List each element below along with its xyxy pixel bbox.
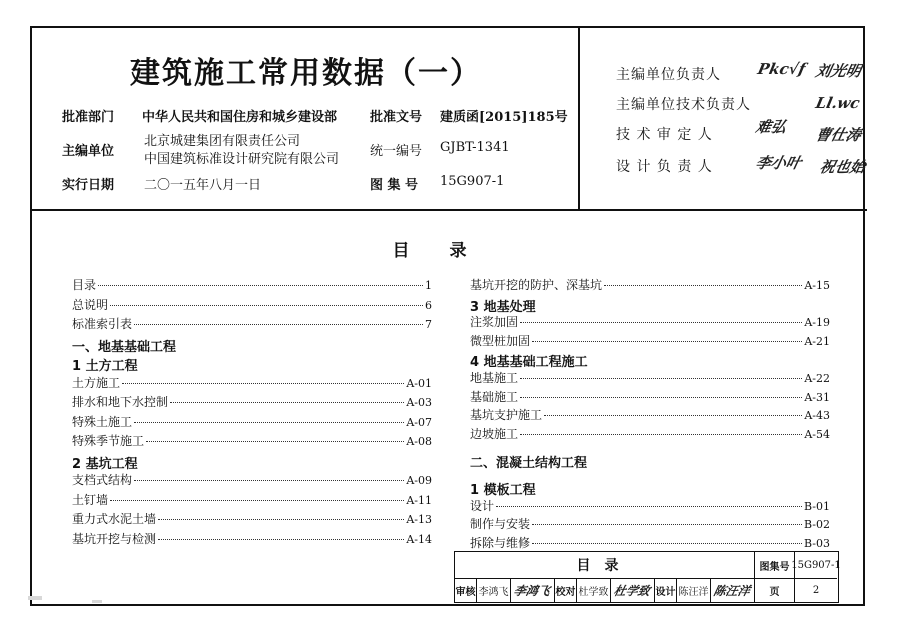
toc-leader-dots	[520, 322, 802, 323]
toc-entry-page: A-43	[804, 409, 830, 423]
designer-name: 陈汪洋	[677, 579, 711, 602]
signature-image: Ll.wc	[814, 94, 862, 112]
toc-entry-label: 基坑支护施工	[470, 408, 543, 423]
reviewer-name: 李鸿飞	[477, 579, 511, 602]
toc-section-heading: 二、混凝土结构工程	[470, 456, 588, 472]
toc-entry[interactable]	[72, 510, 432, 528]
toc-entry-label: 特殊季节施工	[72, 434, 145, 448]
toc-entry-page: B-01	[803, 499, 830, 513]
toc-entry-label: 基坑开挖的防护、深基坑	[470, 278, 603, 292]
toc-entry-page: A-09	[406, 474, 432, 487]
role-tech-lead: 主编单位技术负责人	[616, 97, 751, 113]
toc-entry-page: A-11	[406, 493, 432, 507]
toc-entry-label: 拆除与维修	[470, 535, 531, 550]
signature-image: Pkc√f	[756, 60, 808, 78]
toc-entry[interactable]	[72, 276, 432, 294]
toc-entry-label: 总说明	[72, 297, 109, 312]
page-label: 页	[755, 579, 795, 602]
toc-leader-dots	[122, 383, 404, 384]
role-tech-reviewer: 技 术 审 定 人	[616, 127, 713, 143]
toc-entry[interactable]	[72, 393, 432, 411]
toc-entry-page: B-03	[803, 536, 830, 550]
toc-entry[interactable]	[72, 413, 432, 431]
toc-leader-dots	[544, 415, 802, 416]
approve-dept-label: 批准部门	[62, 110, 115, 125]
effective-label: 实行日期	[62, 178, 115, 193]
page-number: 2	[812, 585, 820, 596]
toc-leader-dots	[134, 324, 423, 325]
toc-title: 目录	[392, 241, 507, 261]
review-label: 审核	[455, 579, 477, 602]
toc-entry-label: 土方施工	[72, 375, 121, 390]
toc-entry[interactable]	[470, 332, 830, 350]
toc-entry[interactable]	[72, 374, 432, 392]
toc-entry-page: A-15	[804, 279, 830, 292]
approve-dept: 中华人民共和国住房和城乡建设部	[142, 110, 338, 125]
atlas-no: 15G907-1	[440, 174, 505, 189]
toc-section-heading: 2 基坑工程	[72, 456, 138, 472]
toc-entry-label: 微型桩加固	[470, 333, 531, 348]
toc-entry[interactable]	[72, 432, 432, 450]
toc-entry-label: 排水和地下水控制	[72, 395, 169, 409]
responsible-persons-panel	[580, 28, 867, 211]
toc-entry-label: 边坡施工	[470, 426, 519, 441]
checker-name: 杜学致	[577, 579, 611, 602]
signature-image: 李小叶	[753, 154, 803, 172]
toc-entry[interactable]	[470, 515, 830, 533]
signature-image: 刘光明	[813, 62, 863, 80]
toc-entry-label: 目录	[72, 278, 97, 292]
editor-2: 中国建筑标准设计研究院有限公司	[144, 152, 340, 167]
toc-leader-dots	[496, 506, 802, 507]
toc-entry[interactable]	[470, 497, 830, 515]
toc-leader-dots	[532, 524, 802, 525]
signature-image: 杜学致	[611, 579, 655, 602]
toc-leader-dots	[170, 402, 404, 403]
toc-entry[interactable]	[470, 425, 830, 443]
toc-leader-dots	[134, 422, 404, 423]
title-block-atlas-no: 15G907-1	[791, 559, 841, 571]
role-chief-editor: 主编单位负责人	[616, 67, 721, 83]
toc-entry-label: 基础施工	[470, 389, 519, 404]
toc-leader-dots	[532, 341, 802, 342]
atlas-no-label: 图 集 号	[370, 178, 419, 193]
toc-entry-page: A-08	[406, 435, 432, 448]
toc-leader-dots	[110, 500, 404, 501]
editor-label: 主编单位	[62, 144, 115, 159]
toc-leader-dots	[520, 434, 802, 435]
toc-leader-dots	[520, 378, 802, 379]
toc-entry[interactable]	[470, 369, 830, 387]
toc-entry-page: A-19	[804, 316, 830, 330]
unified-no-label: 统一编号	[370, 144, 423, 159]
toc-entry-label: 注浆加固	[470, 315, 519, 330]
toc-entry-page: A-07	[406, 415, 432, 429]
toc-entry[interactable]	[72, 471, 432, 489]
toc-entry-page: A-13	[406, 513, 432, 526]
approve-doc: 建质函[2015]185号	[440, 110, 568, 125]
toc-section-heading: 3 地基处理	[470, 299, 536, 315]
toc-entry[interactable]	[72, 296, 432, 314]
toc-leader-dots	[604, 285, 802, 286]
toc-entry-label: 基坑开挖与检测	[72, 531, 157, 546]
signature-image: 陈汪洋	[711, 579, 755, 602]
toc-entry-label: 制作与安装	[470, 517, 531, 532]
header-info-panel	[32, 28, 580, 211]
toc-leader-dots	[520, 397, 802, 398]
toc-entry-page: A-03	[406, 396, 432, 409]
signature-image: 李鸿飞	[511, 579, 555, 602]
editor-1: 北京城建集团有限责任公司	[144, 134, 301, 149]
toc-entry[interactable]	[72, 491, 432, 509]
toc-entry-page: A-14	[406, 532, 432, 546]
title-block-atlas-label: 图集号	[755, 552, 795, 578]
approve-doc-label: 批准文号	[370, 110, 423, 125]
toc-leader-dots	[110, 305, 423, 306]
effective-date: 二〇一五年八月一日	[144, 178, 262, 193]
toc-entry-label: 设计	[470, 498, 495, 513]
toc-leader-dots	[134, 480, 404, 481]
signature-image: 难弘	[753, 118, 788, 136]
toc-entry[interactable]	[470, 406, 830, 424]
toc-entry[interactable]	[470, 276, 830, 294]
title-block	[454, 551, 839, 603]
toc-leader-dots	[532, 543, 802, 544]
toc-entry-page: A-31	[804, 390, 830, 404]
toc-entry[interactable]	[72, 315, 432, 333]
check-label: 校对	[555, 579, 577, 602]
toc-entry-page: 7	[425, 318, 432, 331]
toc-entry-page: 6	[425, 298, 432, 312]
toc-section-heading: 1 土方工程	[72, 359, 138, 374]
toc-entry-label: 重力式水泥土墙	[72, 512, 157, 526]
toc-entry-page: 1	[425, 279, 432, 292]
atlas-title: 建筑施工常用数据（一）	[130, 56, 482, 91]
toc-entry-page: A-54	[804, 427, 830, 441]
toc-entry-label: 标准索引表	[72, 317, 133, 331]
toc-entry[interactable]	[470, 388, 830, 406]
role-design-lead: 设 计 负 责 人	[616, 159, 713, 175]
design-label: 设计	[655, 579, 677, 602]
signature-image: 祝也始	[817, 158, 867, 176]
toc-entry-label: 地基施工	[470, 371, 519, 385]
toc-entry-label: 特殊土施工	[72, 414, 133, 429]
toc-leader-dots	[146, 441, 404, 442]
toc-section-heading: 一、地基基础工程	[72, 339, 177, 355]
toc-leader-dots	[98, 285, 423, 286]
toc-leader-dots	[158, 539, 404, 540]
toc-entry[interactable]	[470, 534, 830, 552]
toc-entry-page: A-01	[406, 376, 432, 390]
toc-leader-dots	[158, 519, 404, 520]
title-block-name: 目录	[455, 552, 755, 578]
drawing-sheet	[30, 26, 865, 606]
toc-entry-label: 土钉墙	[72, 492, 109, 507]
scan-artifact	[28, 596, 42, 600]
scan-artifact	[92, 600, 102, 603]
toc-entry[interactable]	[470, 313, 830, 331]
toc-section-heading: 4 地基基础工程施工	[470, 355, 588, 371]
toc-entry-label: 支档式结构	[72, 473, 133, 487]
toc-entry-page: A-21	[804, 334, 830, 348]
toc-entry[interactable]	[72, 530, 432, 548]
toc-entry-page: A-22	[804, 372, 830, 385]
toc-entry-page: B-02	[803, 518, 830, 532]
unified-no: GJBT-1341	[440, 140, 510, 155]
signature-image: 曹仕涛	[813, 126, 863, 144]
toc-section-heading: 1 模板工程	[470, 483, 536, 498]
